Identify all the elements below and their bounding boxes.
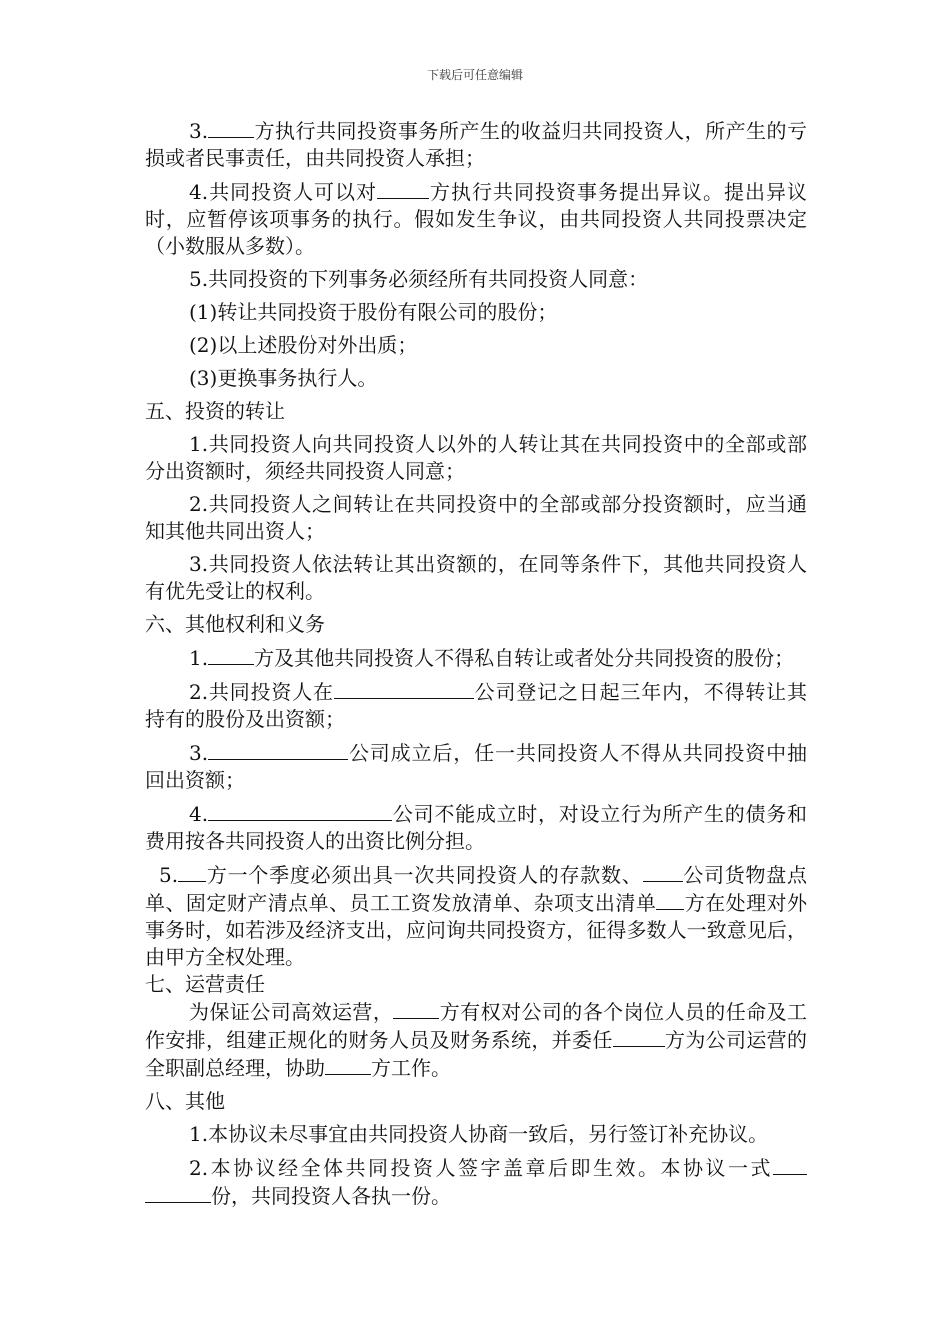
blank-line xyxy=(613,1026,665,1047)
clause-4-3 xyxy=(145,117,807,172)
blank-line xyxy=(656,889,684,910)
clause-text: 4.共同投资人可以对 xyxy=(189,180,378,204)
blank-line xyxy=(325,1054,371,1075)
clause-text: 公司货物盘点单、固定财产清点单、员工工资发放清单、杂项支出清单 xyxy=(145,863,808,915)
clause-4-5: 5.共同投资的下列事务必须经所有共同投资人同意： xyxy=(189,267,649,291)
section-heading-7: 七、运营责任 xyxy=(145,972,265,996)
document-body xyxy=(145,117,807,1216)
clause-5-3: 3.共同投资人依法转让其出资额的，在同等条件下，其他共同投资人有优先受让的权利。 xyxy=(145,552,807,603)
clause-text: 份，共同投资人各执一份。 xyxy=(211,1184,451,1208)
page-header-note: 下载后可任意编辑 xyxy=(426,68,523,82)
clause-6-2 xyxy=(145,678,807,733)
blank-line xyxy=(334,678,474,699)
clause-text: 为保证公司高效运营， xyxy=(189,1000,394,1024)
blank-line xyxy=(643,861,683,882)
blank-line xyxy=(178,861,206,882)
blank-line xyxy=(208,644,254,665)
clause-8-2 xyxy=(145,1154,807,1210)
clause-text: 3. xyxy=(189,119,209,143)
clause-4-4 xyxy=(145,178,807,260)
blank-line xyxy=(145,1182,211,1203)
clause-6-4 xyxy=(145,800,807,855)
clause-8-1: 1.本协议未尽事宜由共同投资人协商一致后，另行签订补充协议。 xyxy=(189,1122,769,1146)
clause-text: 方及其他共同投资人不得私自转让或者处分共同投资的股份； xyxy=(254,646,795,670)
list-item: (3)更换事务执行人。 xyxy=(189,366,378,390)
clause-text: 方执行共同投资事务所产生的收益归共同投资人，所产生的亏损或者民事责任，由共同投资人承担； xyxy=(145,119,807,170)
list-item: (2)以上述股份对外出质； xyxy=(189,333,418,357)
blank-line xyxy=(208,117,254,138)
clause-text: 方有权对公司的各个岗位人员的任命及工作安排，组建正规化的财务人员及财务系统，并委任 xyxy=(145,1000,808,1052)
clause-text: 方执行共同投资事务提出异议。提出异议时，应暂停该项事务的执行。假如发生争议，由共同投资人共同投票决定（小数服从多数）。 xyxy=(145,180,807,258)
section-heading-8: 八、其他 xyxy=(145,1089,225,1113)
clause-text: 公司成立后，任一共同投资人不得从共同投资中抽回出资额； xyxy=(145,741,807,792)
blank-line xyxy=(377,178,429,199)
section-heading-5: 五、投资的转让 xyxy=(145,399,285,423)
blank-line xyxy=(208,739,348,760)
clause-6-1 xyxy=(145,644,807,672)
clause-text: 2.本协议经全体共同投资人签字盖章后即生效。本协议一式 xyxy=(189,1156,773,1180)
clause-text: 公司不能成立时，对设立行为所产生的债务和费用按各共同投资人的出资比例分担。 xyxy=(145,802,807,853)
clause-6-5 xyxy=(145,861,807,971)
list-item: (1)转让共同投资于股份有限公司的股份； xyxy=(189,300,558,324)
blank-line xyxy=(208,800,392,821)
clause-7 xyxy=(145,998,807,1082)
clause-text: 1. xyxy=(189,646,209,670)
blank-line xyxy=(773,1154,807,1175)
clause-text: 公司登记之日起三年内，不得转让其持有的股份及出资额； xyxy=(145,680,807,731)
clause-text: 方在处理对外事务时，如若涉及经济支出，应问询共同投资方，征得多数人一致意见后，由甲方全权处理。 xyxy=(145,891,808,969)
clause-text: 5. xyxy=(159,863,179,887)
clause-5-2: 2.共同投资人之间转让在共同投资中的全部或部分投资额时，应当通知其他共同出资人； xyxy=(145,492,807,543)
clause-text: 3. xyxy=(189,741,209,765)
section-heading-6: 六、其他权利和义务 xyxy=(145,612,325,636)
blank-line xyxy=(393,998,439,1019)
clause-text: 2.共同投资人在 xyxy=(189,680,334,704)
clause-text: 4. xyxy=(189,802,209,826)
clause-text: 方为公司运营的全职副总经理，协助 xyxy=(145,1028,808,1080)
clause-text: 方一个季度必须出具一次共同投资人的存款数、 xyxy=(206,863,643,887)
clause-6-3 xyxy=(145,739,807,794)
clause-5-1: 1.共同投资人向共同投资人以外的人转让其在共同投资中的全部或部分出资额时，须经共同投资人同意； xyxy=(145,432,807,483)
clause-text: 方工作。 xyxy=(371,1056,451,1080)
